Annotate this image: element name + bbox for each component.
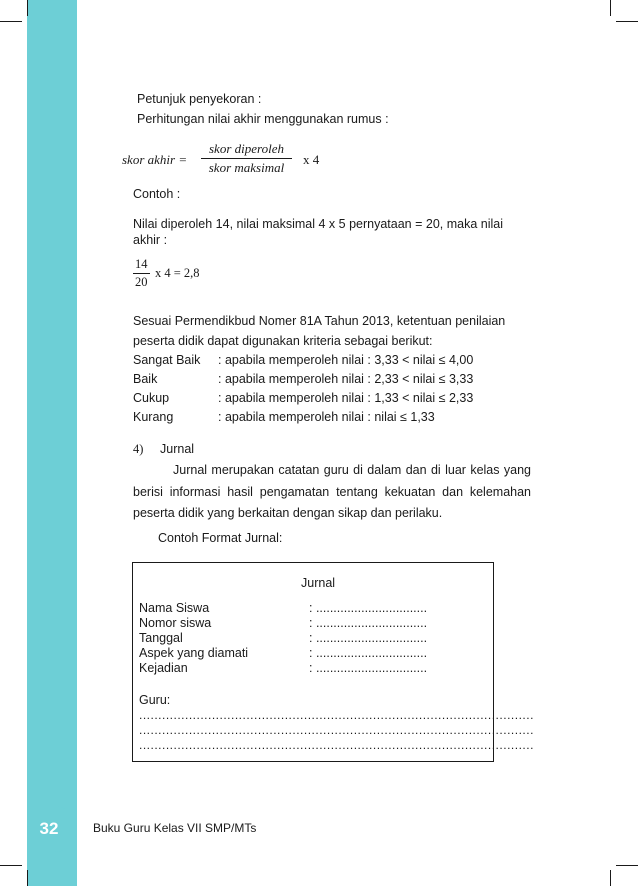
journal-field-value: : ................................ xyxy=(309,616,428,630)
journal-format-box xyxy=(132,562,534,762)
criteria-desc: : apabila memperoleh nilai : 3,33 < nilai ≤ 4,00 xyxy=(218,353,474,367)
crop-mark xyxy=(616,865,638,866)
example-text-line1: Nilai diperoleh 14, nilai maksimal 4 x 5 pernyataan = 20, maka nilai xyxy=(133,217,503,231)
formula-numerator: skor diperoleh xyxy=(201,141,292,159)
criteria-name: Baik xyxy=(133,372,158,386)
crop-mark xyxy=(27,0,28,16)
section-title: Jurnal xyxy=(160,442,195,456)
scoring-heading: Petunjuk penyekoran : xyxy=(137,92,262,106)
criteria-intro-line2: peserta didik dapat digunakan kriteria sebagai berikut: xyxy=(133,334,433,348)
criteria-name: Cukup xyxy=(133,391,170,405)
journal-field-value: : ................................ xyxy=(309,661,428,675)
criteria-name: Sangat Baik xyxy=(133,353,201,367)
guru-dotted-line: ....................................................................................................... xyxy=(139,708,534,722)
example-result: x 4 = 2,8 xyxy=(155,266,200,280)
criteria-desc: : apabila memperoleh nilai : 1,33 < nilai ≤ 2,33 xyxy=(218,391,474,405)
example-label: Contoh : xyxy=(133,187,181,201)
example-numerator: 14 xyxy=(133,257,150,274)
journal-field-label: Aspek yang diamati xyxy=(139,646,249,660)
example-fraction xyxy=(133,257,150,290)
criteria-desc: : apabila memperoleh nilai : nilai ≤ 1,33 xyxy=(218,410,435,424)
page-number: 32 xyxy=(39,819,59,838)
crop-mark xyxy=(27,870,28,886)
journal-field-label: Nama Siswa xyxy=(139,601,210,615)
crop-mark xyxy=(616,21,638,22)
criteria-name: Kurang xyxy=(133,410,174,424)
guru-dotted-line: ....................................................................................................... xyxy=(139,723,534,737)
example-denominator: 20 xyxy=(135,275,148,289)
journal-field-label: Kejadian xyxy=(139,661,188,675)
criteria-intro-line1: Sesuai Permendikbud Nomer 81A Tahun 2013, ketentuan penilaian xyxy=(133,314,506,328)
journal-field-value: : ................................ xyxy=(309,631,428,645)
jurnal-paragraph-line2: berisi informasi hasil pengamatan tentang kekuatan dan kelemahan xyxy=(133,485,531,499)
crop-mark xyxy=(0,865,22,866)
format-label: Contoh Format Jurnal: xyxy=(158,531,283,545)
section-number: 4) xyxy=(133,442,144,456)
journal-field-value: : ................................ xyxy=(309,601,428,615)
example-text-line2: akhir : xyxy=(133,233,168,247)
footer-book-title: Buku Guru Kelas VII SMP/MTs xyxy=(93,821,257,835)
journal-box-title: Jurnal xyxy=(301,576,336,590)
guru-dotted-line: ....................................................................................................... xyxy=(139,738,534,752)
formula-denominator: skor maksimal xyxy=(208,160,285,175)
crop-mark xyxy=(610,0,611,16)
jurnal-paragraph-line3: peserta didik yang berkaitan dengan sikap dan perilaku. xyxy=(133,506,443,520)
scoring-intro: Perhitungan nilai akhir menggunakan rumus : xyxy=(137,112,389,126)
journal-field-label: Nomor siswa xyxy=(139,616,212,630)
guru-label: Guru: xyxy=(139,693,171,707)
formula-lhs: skor akhir = xyxy=(122,152,188,167)
journal-field-label: Tanggal xyxy=(139,631,183,645)
crop-mark xyxy=(610,870,611,886)
formula-fraction xyxy=(201,141,292,176)
jurnal-paragraph-line1: Jurnal merupakan catatan guru di dalam dan di luar kelas yang xyxy=(173,463,531,477)
criteria-desc: : apabila memperoleh nilai : 2,33 < nilai ≤ 3,33 xyxy=(218,372,474,386)
formula-multiplier: x 4 xyxy=(303,152,320,167)
journal-field-value: : ................................ xyxy=(309,646,428,660)
crop-mark xyxy=(0,21,22,22)
page-number-badge xyxy=(27,806,77,852)
page-sidebar-band xyxy=(27,0,77,886)
